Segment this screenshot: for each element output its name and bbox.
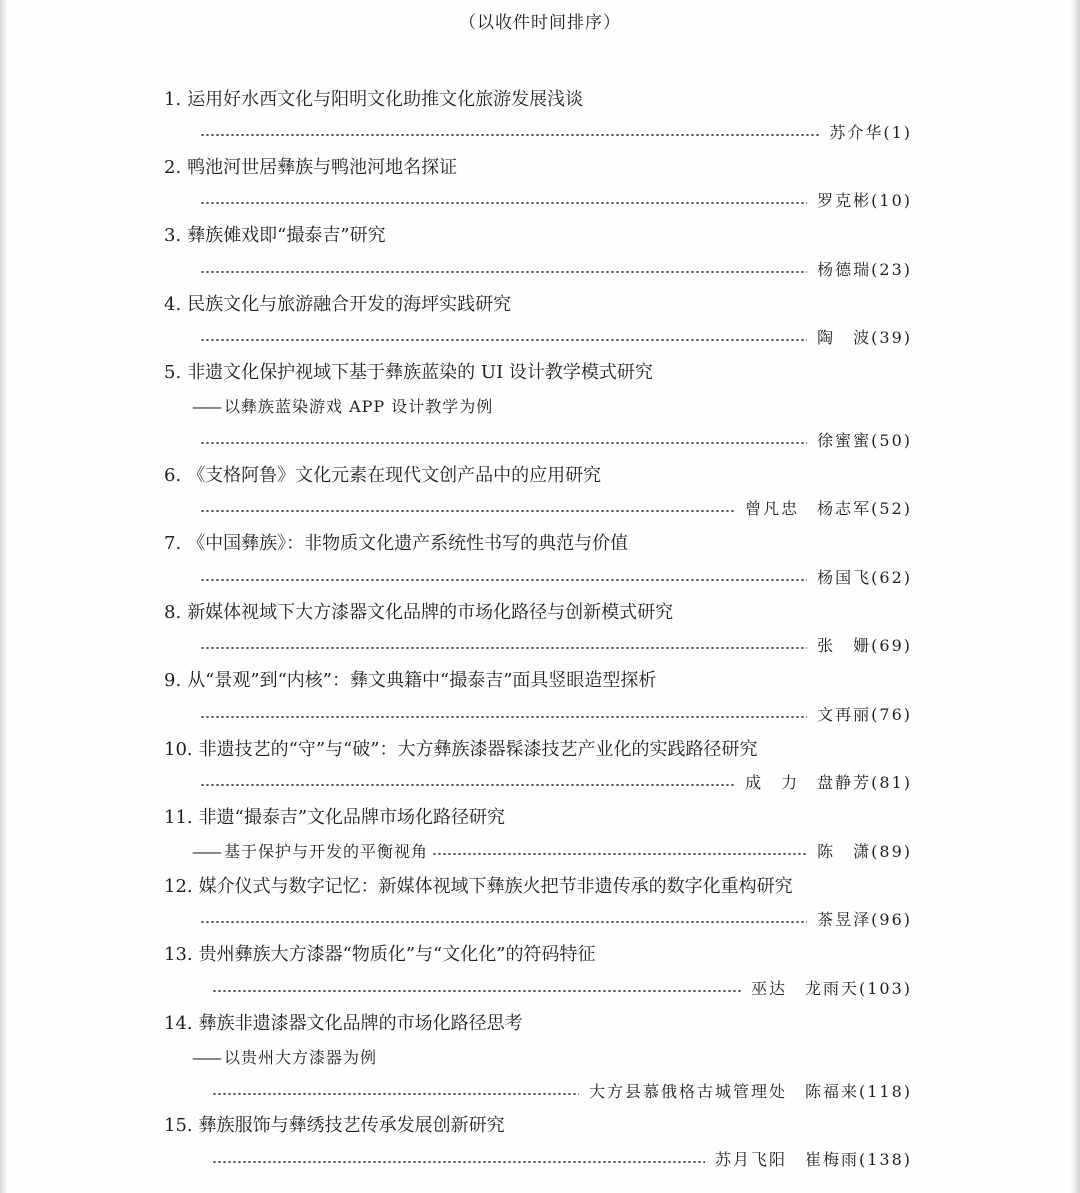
entry-number: 3. — [164, 225, 182, 246]
entry-authors-page: 杨国飞(62) — [817, 568, 912, 587]
dot-leader — [200, 202, 807, 204]
toc-entry-leader — [200, 565, 912, 591]
toc-entry-title — [164, 292, 914, 318]
entry-number: 7. — [164, 533, 182, 554]
entry-title-text: 鸭池河世居彝族与鸭池河地名探证 — [187, 157, 458, 178]
toc-entry-leader — [212, 1079, 912, 1105]
entry-title-text: 彝族非遗漆器文化品牌的市场化路径思考 — [198, 1013, 523, 1034]
toc-entry-subtitle-leader: —— 基于保护与开发的平衡视角 陈 潇(89) — [192, 839, 912, 865]
dot-leader — [200, 271, 807, 273]
dot-leader — [212, 990, 741, 992]
page-left-edge-shadow — [0, 0, 8, 1193]
toc-entry-leader — [212, 976, 912, 1002]
toc-entry-leader — [200, 496, 912, 522]
toc-entry-leader — [200, 120, 912, 146]
entry-authors-page: 曾凡忠 杨志军(52) — [745, 499, 912, 518]
entry-number: 4. — [164, 294, 182, 315]
entry-number: 10. — [164, 739, 193, 760]
entry-title-text: 媒介仪式与数字记忆：新媒体视域下彝族火把节非遗传承的数字化重构研究 — [198, 876, 793, 897]
toc-entry-subtitle: —— 以彝族蓝染游戏 APP 设计教学为例 — [192, 397, 494, 416]
toc-entry-title — [164, 360, 914, 386]
dot-leader — [200, 921, 807, 923]
entry-number: 14. — [164, 1013, 193, 1034]
entry-authors-page: 张 姗(69) — [817, 636, 912, 655]
entry-number: 15. — [164, 1115, 193, 1136]
entry-authors-page: 茶昱泽(96) — [817, 910, 912, 929]
entry-authors-page: 文再丽(76) — [817, 705, 912, 724]
entry-authors-page: 苏月飞阳 崔梅雨(138) — [714, 1150, 912, 1169]
toc-entry-leader — [200, 702, 912, 728]
toc-entry-leader — [200, 907, 912, 933]
toc-entry-leader — [200, 633, 912, 659]
toc-entry-title — [164, 155, 914, 181]
entry-number: 13. — [164, 944, 193, 965]
entry-title-text: 《支格阿鲁》文化元素在现代文创产品中的应用研究 — [187, 465, 602, 486]
entry-subtitle-text: 基于保护与开发的平衡视角 — [224, 842, 429, 861]
toc-entry-title — [164, 805, 914, 831]
dot-leader — [200, 647, 807, 649]
entry-number: 2. — [164, 157, 182, 178]
toc-entry-leader — [200, 325, 912, 351]
toc-entry-title — [164, 942, 914, 968]
entry-number: 5. — [164, 362, 182, 383]
toc-entry-title — [164, 668, 914, 694]
toc-entry-title — [164, 223, 914, 249]
entry-number: 6. — [164, 465, 182, 486]
entry-number: 1. — [164, 89, 182, 110]
toc-entry-title — [164, 531, 914, 557]
toc-entry-leader — [200, 188, 912, 214]
entry-authors-page: 罗克彬(10) — [817, 191, 912, 210]
toc-entry-title — [164, 737, 914, 763]
entry-title-text: 非遗“撮泰吉”文化品牌市场化路径研究 — [198, 807, 506, 828]
dot-leader — [200, 134, 819, 136]
entry-title-text: 彝族傩戏即“撮泰吉”研究 — [187, 225, 386, 246]
toc-entry-leader — [200, 770, 912, 796]
entry-number: 12. — [164, 876, 193, 897]
entry-title-text: 从“景观”到“内核”：彝文典籍中“撮泰吉”面具竖眼造型探析 — [187, 670, 657, 691]
dot-leader — [432, 853, 807, 855]
toc-entry-title — [164, 600, 914, 626]
toc-entry-title — [164, 1113, 914, 1139]
entry-authors-page: 巫达 龙雨天(103) — [750, 979, 912, 998]
dot-leader — [200, 339, 807, 341]
entry-title-text: 新媒体视域下大方漆器文化品牌的市场化路径与创新模式研究 — [187, 602, 674, 623]
toc-entry-title — [164, 87, 914, 113]
dot-leader — [200, 784, 735, 786]
entry-authors-page: 徐蜜蜜(50) — [817, 431, 912, 450]
toc-entry-title — [164, 1011, 914, 1037]
entry-subtitle-text: 以贵州大方漆器为例 — [224, 1048, 378, 1067]
entry-title-text: 《中国彝族》：非物质文化遗产系统性书写的典范与价值 — [187, 533, 629, 554]
entry-authors-page: 苏介华(1) — [829, 123, 912, 142]
entry-title-text: 运用好水西文化与阳明文化助推文化旅游发展浅谈 — [187, 89, 584, 110]
dot-leader — [200, 579, 807, 581]
entry-subtitle-text: 以彝族蓝染游戏 APP 设计教学为例 — [224, 397, 494, 416]
entry-authors-page: 成 力 盘静芳(81) — [745, 773, 912, 792]
entry-title-text: 非遗技艺的“守”与“破”：大方彝族漆器髹漆技艺产业化的实践路径研究 — [198, 739, 758, 760]
sort-order-note: （以收件时间排序） — [459, 13, 621, 33]
toc-entry-leader — [200, 428, 912, 454]
entry-title-text: 贵州彝族大方漆器“物质化”与“文化化”的符码特征 — [198, 944, 596, 965]
dot-leader — [200, 442, 807, 444]
dot-leader — [212, 1093, 579, 1095]
entry-authors-page: 杨德瑞(23) — [817, 260, 912, 279]
toc-entry-title — [164, 463, 914, 489]
entry-number: 8. — [164, 602, 182, 623]
toc-entry-title — [164, 874, 914, 900]
entry-title-text: 彝族服饰与彝绣技艺传承发展创新研究 — [198, 1115, 505, 1136]
entry-number: 11. — [164, 807, 193, 828]
toc-entry-leader — [200, 257, 912, 283]
toc-entry-subtitle: —— 以贵州大方漆器为例 — [192, 1048, 378, 1067]
toc-entry-leader — [212, 1147, 912, 1173]
page-right-edge-shadow — [1070, 0, 1080, 1193]
dot-leader — [212, 1161, 705, 1163]
entry-authors-page: 大方县慕俄格古城管理处 陈福来(118) — [588, 1082, 912, 1101]
entry-title-text: 非遗文化保护视域下基于彝族蓝染的 UI 设计教学模式研究 — [187, 362, 653, 383]
entry-authors-page: 陈 潇(89) — [817, 842, 912, 861]
entry-title-text: 民族文化与旅游融合开发的海坪实践研究 — [187, 294, 512, 315]
entry-number: 9. — [164, 670, 182, 691]
dot-leader — [200, 716, 807, 718]
entry-authors-page: 陶 波(39) — [817, 328, 912, 347]
dot-leader — [200, 510, 735, 512]
